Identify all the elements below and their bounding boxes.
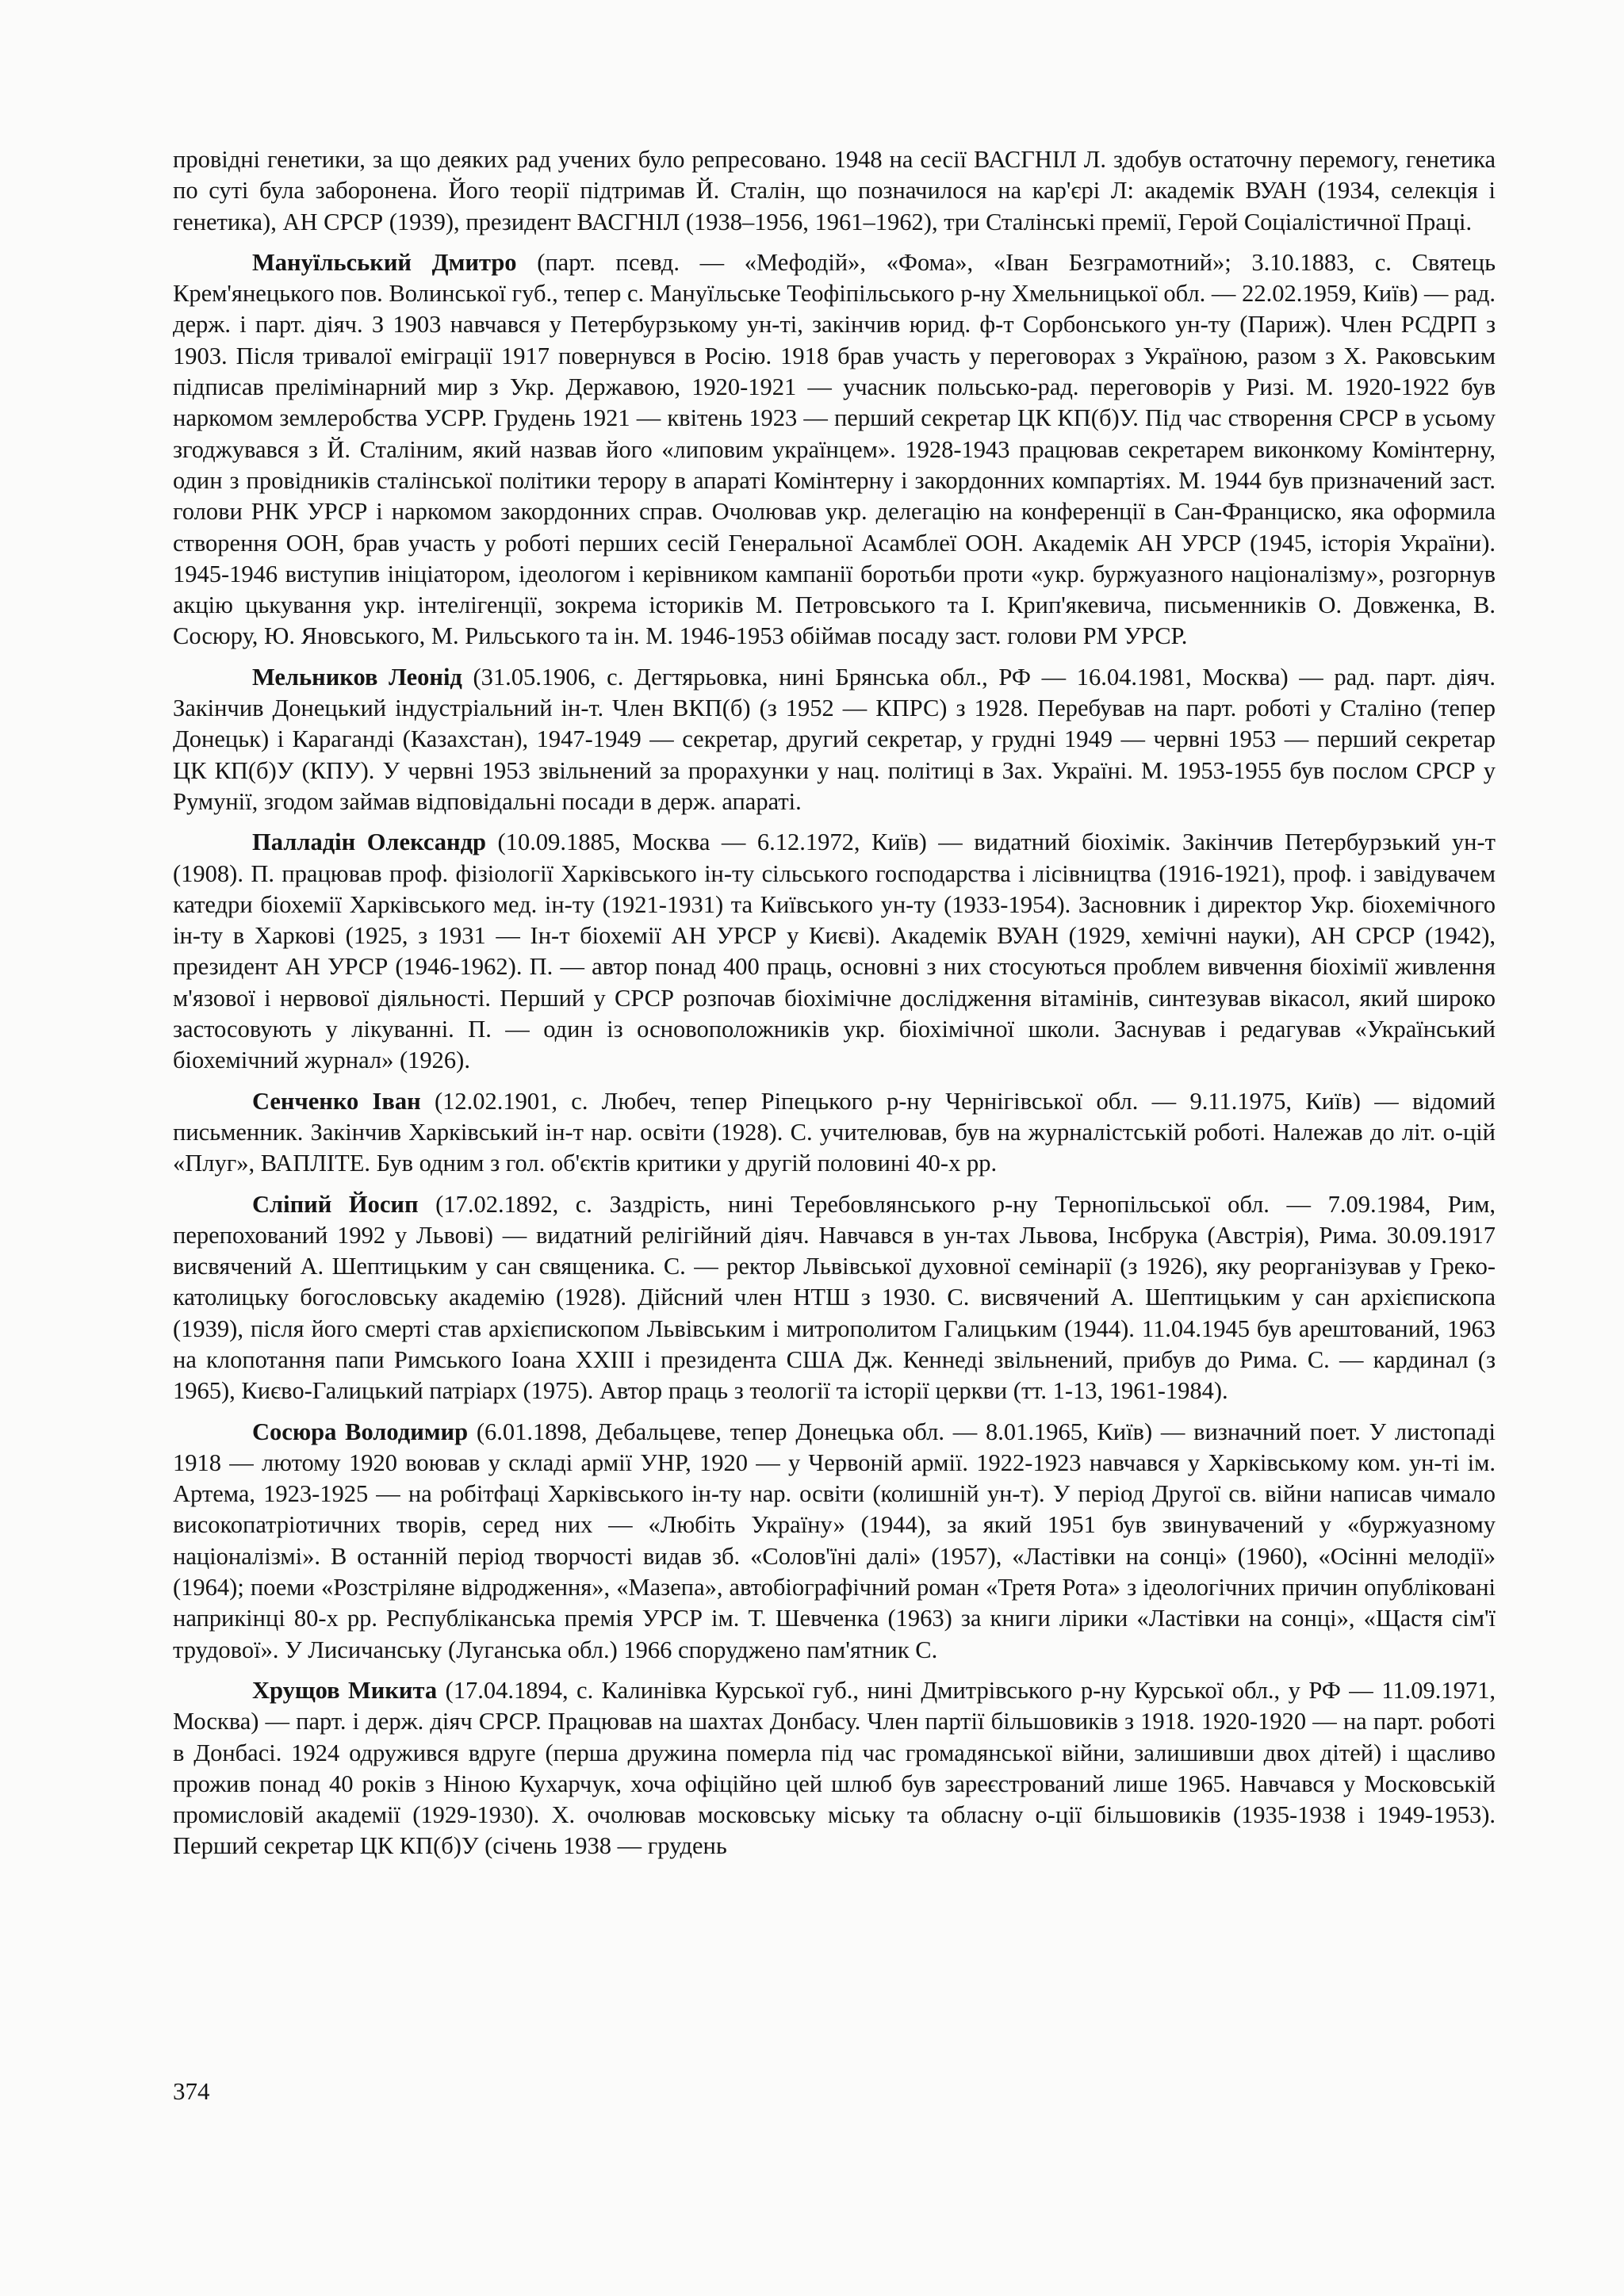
biography-entry-khrushchov [173,1675,1496,1862]
entry-text: (парт. псевд. — «Мефодій», «Фома», «Іван Безграмотний»; 3.10.1883, с. Святець Крем'янецького пов. Волинської губ., тепер с. Мануїльське Теофіпільського р-ну Хмельницької обл. — 22.02.1959, Київ) — рад. держ. і парт. діяч. З 1903 навчався у Петербурзькому ун-ті, закінчив юрид. ф-т Сорбонського ун-ту (Париж). Член РСДРП з 1903. Після тривалої еміграції 1917 повернувся в Росію. 1918 брав участь у переговорах з Україною, разом з Х. Раковським підписав прелімінарний мир з Укр. Державою, 1920-1921 — учасник польсько-рад. переговорів у Ризі. М. 1920-1922 був наркомом землеробства УСРР. Грудень 1921 — квітень 1923 — перший секретар ЦК КП(б)У. Під час створення СРСР в усьому згоджувався з Й. Сталіним, який назвав його «липовим українцем». 1928-1943 працював секретарем виконкому Комінтерну, один з провідників сталінської політики терору в апараті Комінтерну і закордонних компартіях. М. 1944 був призначений заст. голови РНК УРСР і наркомом закордонних справ. Очолював укр. делегацію на конференції в Сан-Франциско, яка оформила створення ООН, брав участь у роботі перших сесій Генеральної Асамблеї ООН. Академік АН УРСР (1945, історія України). 1945-1946 виступив ініціатором, ідеологом і керівником кампанії боротьби проти «укр. буржуазного націоналізму», розгорнув акцію цькування укр. інтелігенції, зокрема істориків М. Петровського та І. Крип'якевича, письменників О. Довженка, В. Сосюру, Ю. Яновського, М. Рильського та ін. М. 1946-1953 обіймав посаду заст. голови РМ УРСР. [173,248,1496,650]
entry-text: (10.09.1885, Москва — 6.12.1972, Київ) — видатний біохімік. Закінчив Петербурзький ун-т (1908). П. працював проф. фізіології Харківського ін-ту сільського господарства і лісівництва (1916-1921), проф. і завідувачем катедри біохемії Харківського мед. ін-ту (1921-1931) та Київського ун-ту (1933-1954). Засновник і директор Укр. біохемічного ін-ту в Харкові (1925, з 1931 — Ін-т біохемії АН УРСР у Києві). Академік ВУАН (1929, хемічні науки), АН СРСР (1942), президент АН УРСР (1946-1962). П. — автор понад 400 праць, основні з них стосуються проблем вивчення біохімії живлення м'язової і нервової діяльності. Перший у СРСР розпочав біохімічне дослідження вітамінів, синтезував вікасол, який широко застосовують у лікуванні. П. — один із основоположників укр. біохімічної школи. Заснував і редагував «Український біохемічний журнал» (1926). [173,828,1496,1074]
biography-entry-melnikov [173,662,1496,817]
biography-entry-senchenko [173,1086,1496,1180]
entry-name: Хрущов Микита [252,1676,438,1704]
entry-name: Палладін Олександр [252,828,487,856]
biography-entry-palladin [173,827,1496,1076]
entry-name: Мануїльський Дмитро [252,248,517,276]
entry-name: Мельников Леонід [252,663,462,691]
biography-entry-manuilsky [173,247,1496,652]
biography-entry-slipyi [173,1189,1496,1407]
entry-text: (6.01.1898, Дебальцеве, тепер Донецька обл. — 8.01.1965, Київ) — визначний поет. У листопаді 1918 — лютому 1920 воював у складі армії УНР, 1920 — у Червоній армії. 1922-1923 навчався у Харківському ком. ун-ті ім. Артема, 1923-1925 — на робітфаці Харківського ін-ту нар. освіти (колишній ун-т). У період Другої св. війни написав чимало високопатріотичних творів, серед них — «Любіть Україну» (1944), за який 1951 був звинувачений у «буржуазному націоналізмі». В останній період творчості видав зб. «Солов'їні далі» (1957), «Ластівки на сонці» (1960), «Осінні мелодії» (1964); поеми «Розстріляне відродження», «Мазепа», автобіографічний роман «Третя Рота» з ідеологічних причин опубліковані наприкінці 80-х рр. Республіканська премія УРСР ім. Т. Шевченка (1963) за книги лірики «Ластівки на сонці», «Щастя сім'ї трудової». У Лисичанську (Луганська обл.) 1966 споруджено пам'ятник С. [173,1418,1496,1663]
entry-text: (12.02.1901, с. Любеч, тепер Ріпецького р-ну Чернігівської обл. — 9.11.1975, Київ) — відомий письменник. Закінчив Харківський ін-т нар. освіти (1928). С. учителював, був на журналістській роботі. Належав до літ. о-цій «Плуг», ВАПЛІТЕ. Був одним з гол. об'єктів критики у другій половині 40-х рр. [173,1087,1496,1177]
page-number: 374 [173,2077,210,2105]
page-body-text [173,144,1496,1872]
intro-paragraph: провідні генетики, за що деяких рад учених було репресовано. 1948 на сесії ВАСГНІЛ Л. здобув остаточну перемогу, генетика по суті була заборонена. Його теорії підтримав Й. Сталін, що позначилося на кар'єрі Л: академік ВУАН (1934, селекція і генетика), АН СРСР (1939), президент ВАСГНІЛ (1938–1956, 1961–1962), три Сталінські премії, Герой Соціалістичної Праці. [173,146,1496,235]
entry-name: Сенченко Іван [252,1087,421,1115]
entry-name: Сліпий Йосип [252,1190,419,1218]
biography-entry-sosiura [173,1417,1496,1666]
entry-text: (17.02.1892, с. Заздрість, нині Теребовлянського р-ну Тернопільської обл. — 7.09.1984, Рим, перепохований 1992 у Львові) — видатний релігійний діяч. Навчався в ун-тах Львова, Інсбрука (Австрія), Рима. 30.09.1917 висвячений А. Шептицьким у сан священика. С. — ректор Львівської духовної семінарії (з 1926), яку реорганізував у Греко-католицьку богословську академію (1928). Дійсний член НТШ з 1930. С. висвячений А. Шептицьким у сан архієпископа (1939), після його смерті став архієпископом Львівським і митрополитом Галицьким (1944). 11.04.1945 був арештований, 1963 на клопотання папи Римського Іоана XXIII і президента США Дж. Кеннеді звільнений, прибув до Рима. С. — кардинал (з 1965), Києво-Галицький патріарх (1975). Автор праць з теології та історії церкви (тт. 1-13, 1961-1984). [173,1190,1496,1405]
entry-name: Сосюра Володимир [252,1418,469,1445]
entry-text: (31.05.1906, с. Дегтярьовка, нині Брянська обл., РФ — 16.04.1981, Москва) — рад. парт. діяч. Закінчив Донецький індустріальний ін-т. Член ВКП(б) (з 1952 — КПРС) з 1928. Перебував на парт. роботі у Сталіно (тепер Донецьк) і Караганді (Казахстан), 1947-1949 — секретар, другий секретар, у грудні 1949 — червні 1953 — перший секретар ЦК КП(б)У (КПУ). У червні 1953 звільнений за прорахунки у нац. політиці в Зах. Україні. М. 1953-1955 був послом СРСР у Румунії, згодом займав відповідальні посади в держ. апараті. [173,663,1496,815]
entry-text: (17.04.1894, с. Калинівка Курської губ., нині Дмитрівського р-ну Курської обл., у РФ — 11.09.1971, Москва) — парт. і держ. діяч СРСР. Працював на шахтах Донбасу. Член партії більшовиків з 1918. 1920-1920 — на парт. роботі в Донбасі. 1924 одружився вдруге (перша дружина померла під час громадянської війни, залишивши двох дітей) і щасливо прожив понад 40 років з Ніною Кухарчук, хоча офіційно цей шлюб був зареєстрований лише 1965. Навчався у Московській промисловій академії (1929-1930). Х. очолював московську міську та обласну о-ції більшовиків (1935-1938 і 1949-1953). Перший секретар ЦК КП(б)У (січень 1938 — грудень [173,1676,1496,1860]
